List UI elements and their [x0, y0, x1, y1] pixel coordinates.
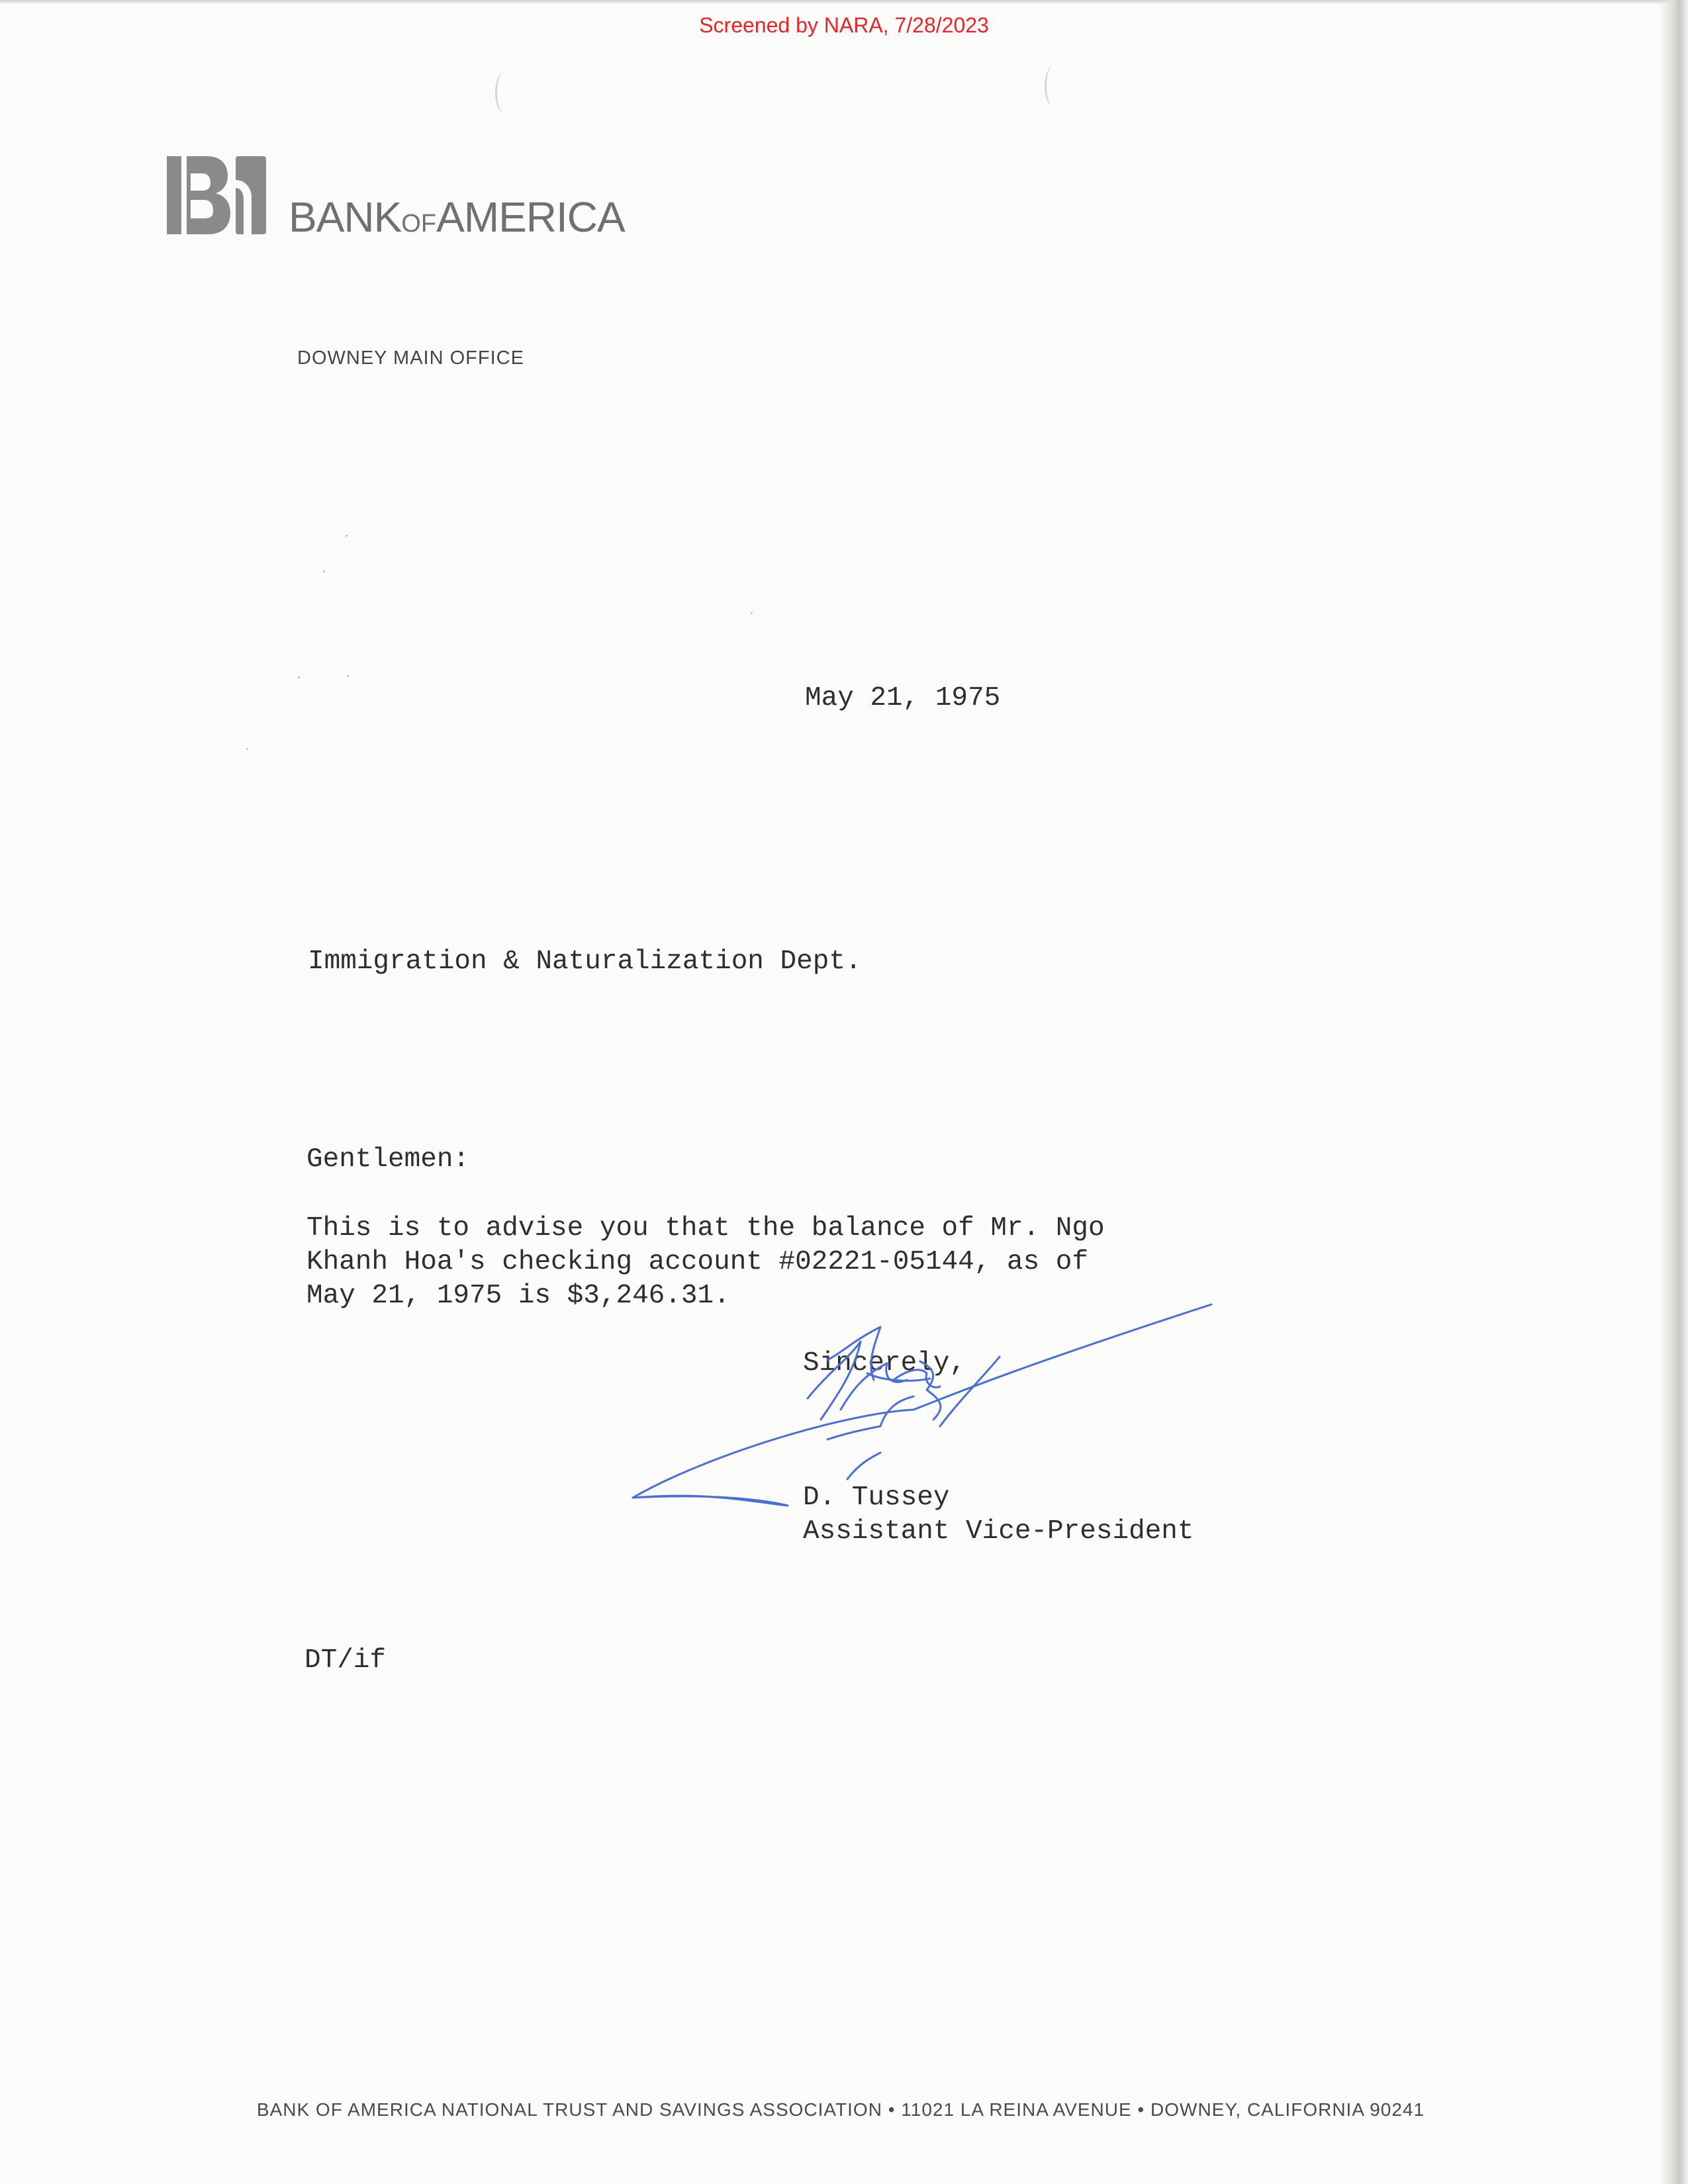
- salutation: Gentlemen:: [306, 1144, 470, 1175]
- body-line: This is to advise you that the balance of Mr. Ngo: [306, 1213, 1105, 1244]
- bank-of-america-logo-icon: [164, 154, 269, 237]
- body-line: May 21, 1975 is $3,246.31.: [306, 1281, 730, 1311]
- letterhead-footer: [0, 2099, 1688, 2120]
- brand-bank: BANK: [289, 193, 402, 241]
- paper-speck: [346, 535, 348, 537]
- signer-title: Assistant Vice-President: [803, 1516, 1194, 1547]
- paper-mark: [1045, 66, 1061, 106]
- closing: Sincerely,: [803, 1348, 966, 1379]
- page-top-edge: [0, 0, 1688, 4]
- typist-initials: DT/if: [305, 1645, 387, 1676]
- brand-of: OF: [401, 210, 437, 238]
- paper-speck: [751, 612, 753, 614]
- letter-body: [306, 1212, 1105, 1313]
- body-line: Khanh Hoa's checking account #02221-05144, as of: [306, 1247, 1088, 1277]
- paper-mark: [495, 73, 512, 113]
- nara-screening-stamp: Screened by NARA, 7/28/2023: [699, 13, 989, 37]
- footer-address: BANK OF AMERICA NATIONAL TRUST AND SAVINGS ASSOCIATION • 11021 LA REINA AVENUE • DOWNEY, CALIFORNIA 90241: [256, 2099, 1425, 2120]
- paper-speck: [323, 570, 325, 572]
- office-name: DOWNEY MAIN OFFICE: [297, 347, 524, 369]
- brand-america: AMERICA: [436, 193, 625, 241]
- paper-speck: [347, 675, 349, 677]
- paper-speck: [246, 748, 248, 750]
- paper-speck: [298, 676, 300, 678]
- bank-of-america-wordmark: [289, 193, 625, 241]
- letter-date: May 21, 1975: [805, 683, 1001, 713]
- recipient: Immigration & Naturalization Dept.: [308, 946, 862, 977]
- signer-name: D. Tussey: [803, 1482, 950, 1513]
- page-right-edge: [1659, 0, 1688, 2184]
